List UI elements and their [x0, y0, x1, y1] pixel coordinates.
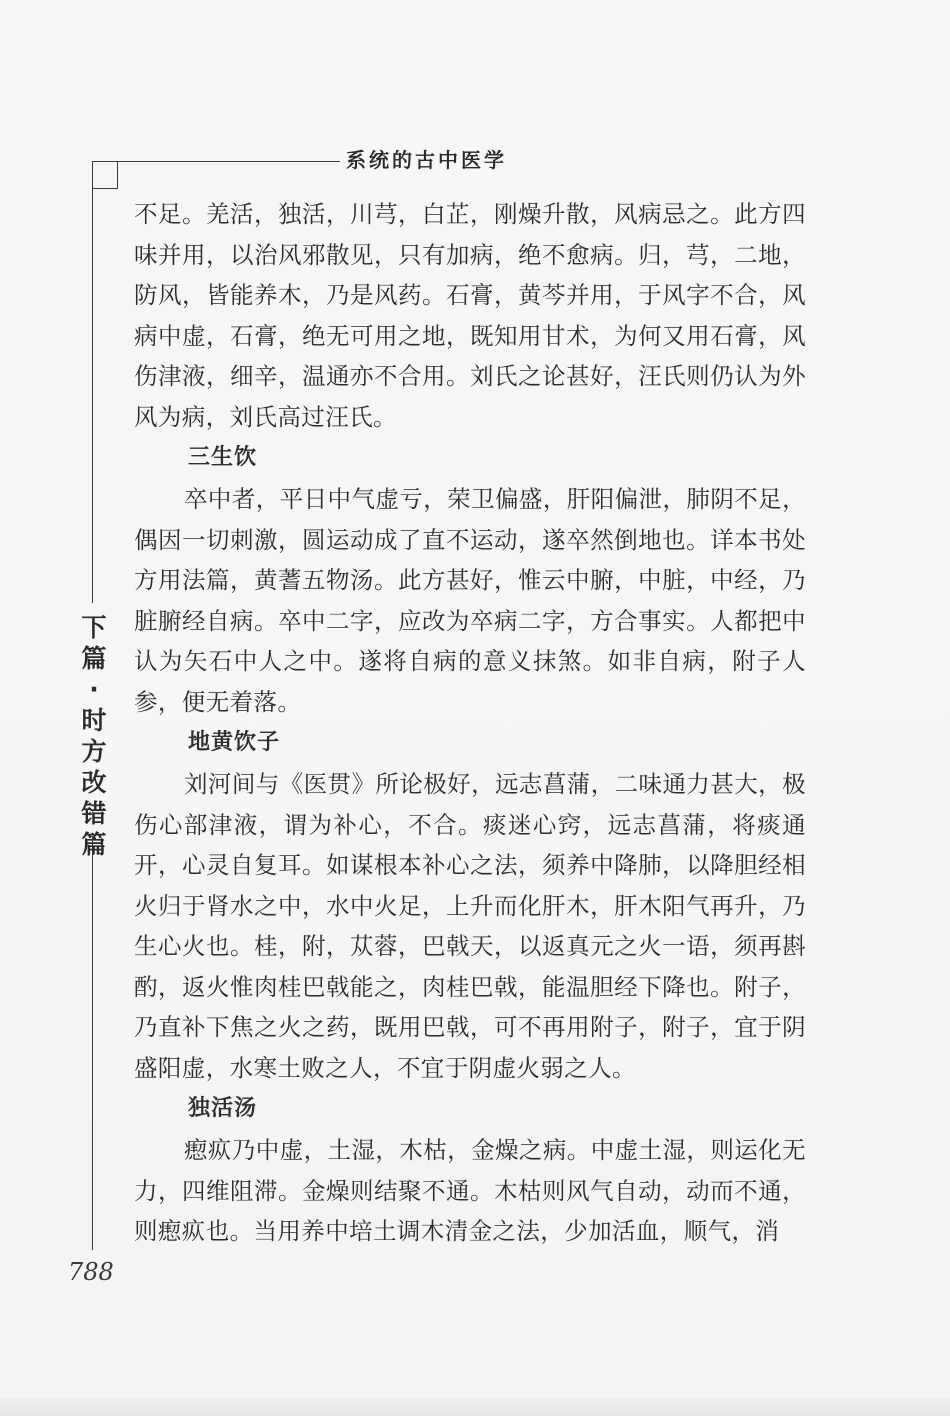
page-bottom-edge [0, 1398, 950, 1416]
side-title-char: 篇 [81, 830, 107, 859]
side-title-char: 下 [81, 613, 107, 642]
paragraph-continuation: 不足。羌活，独活，川芎，白芷，刚燥升散，风病忌之。此方四味并用，以治风邪散见，只有加病，绝不愈病。归，芎，二地，防风，皆能养木，乃是风药。石膏，黄芩并用，于风字不合，风病中虚，石膏，绝无可用之地，既知用甘术，为何又用石膏，风伤津液，细辛，温通亦不合用。刘氏之论甚好，汪氏则仍认为外风为病，刘氏高过汪氏。 [134, 200, 806, 431]
side-title-char: · [89, 675, 99, 704]
section-heading-duhuotang: 独活汤 [188, 1096, 258, 1121]
section-heading-sanshengyin: 三生饮 [188, 445, 258, 470]
side-section-title [74, 612, 114, 860]
header-corner-box [92, 161, 118, 189]
side-title-char: 错 [81, 799, 107, 828]
side-title-char: 方 [81, 737, 107, 766]
paragraph-duhuotang: 瘛疭乃中虚，土湿，木枯，金燥之病。中虚土湿，则运化无力，四维阻滞。金燥则结聚不通。木枯则风气自动，动而不通，则瘛疭也。当用养中培土调木清金之法，少加活血，顺气，消 [134, 1136, 806, 1245]
paragraph-sanshengyin: 卒中者，平日中气虚亏，荣卫偏盛，肝阳偏泄，肺阴不足，偶因一切刺激，圆运动成了直不运动，遂卒然倒地也。详本书处方用法篇，黄蓍五物汤。此方甚好，惟云中腑，中脏，中经，乃脏腑经自病。卒中二字，应改为卒病二字，方合事实。人都把中认为矢石中人之中。遂将自病的意义抹煞。如非自病，附子人参，便无着落。 [134, 485, 806, 716]
page-number: 788 [68, 1258, 114, 1286]
side-title-char: 时 [81, 706, 107, 735]
section-heading-dihuangyinzi: 地黄饮子 [188, 730, 281, 755]
running-header-title: 系统的古中医学 [346, 148, 507, 172]
body-text [134, 194, 806, 1252]
margin-rule-lower [92, 838, 93, 1250]
side-title-char: 改 [81, 768, 107, 797]
paragraph-dihuangyinzi: 刘河间与《医贯》所论极好，远志菖蒲，二味通力甚大，极伤心部津液，谓为补心，不合。痰迷心窍，远志菖蒲，将痰通开，心灵自复耳。如谋根本补心之法，须养中降肺，以降胆经相火归于肾水之中，水中火足，上升而化肝木，肝木阳气再升，乃生心火也。桂，附，苁蓉，巴戟天，以返真元之火一语，须再斟酌，返火惟肉桂巴戟能之，肉桂巴戟，能温胆经下降也。附子，乃直补下焦之火之药，既用巴戟，可不再用附子，附子，宜于阴盛阳虚，水寒土败之人，不宜于阴虚火弱之人。 [134, 770, 806, 1082]
header-rule [92, 161, 340, 162]
margin-rule-upper [92, 161, 93, 603]
side-title-char: 篇 [81, 644, 107, 673]
